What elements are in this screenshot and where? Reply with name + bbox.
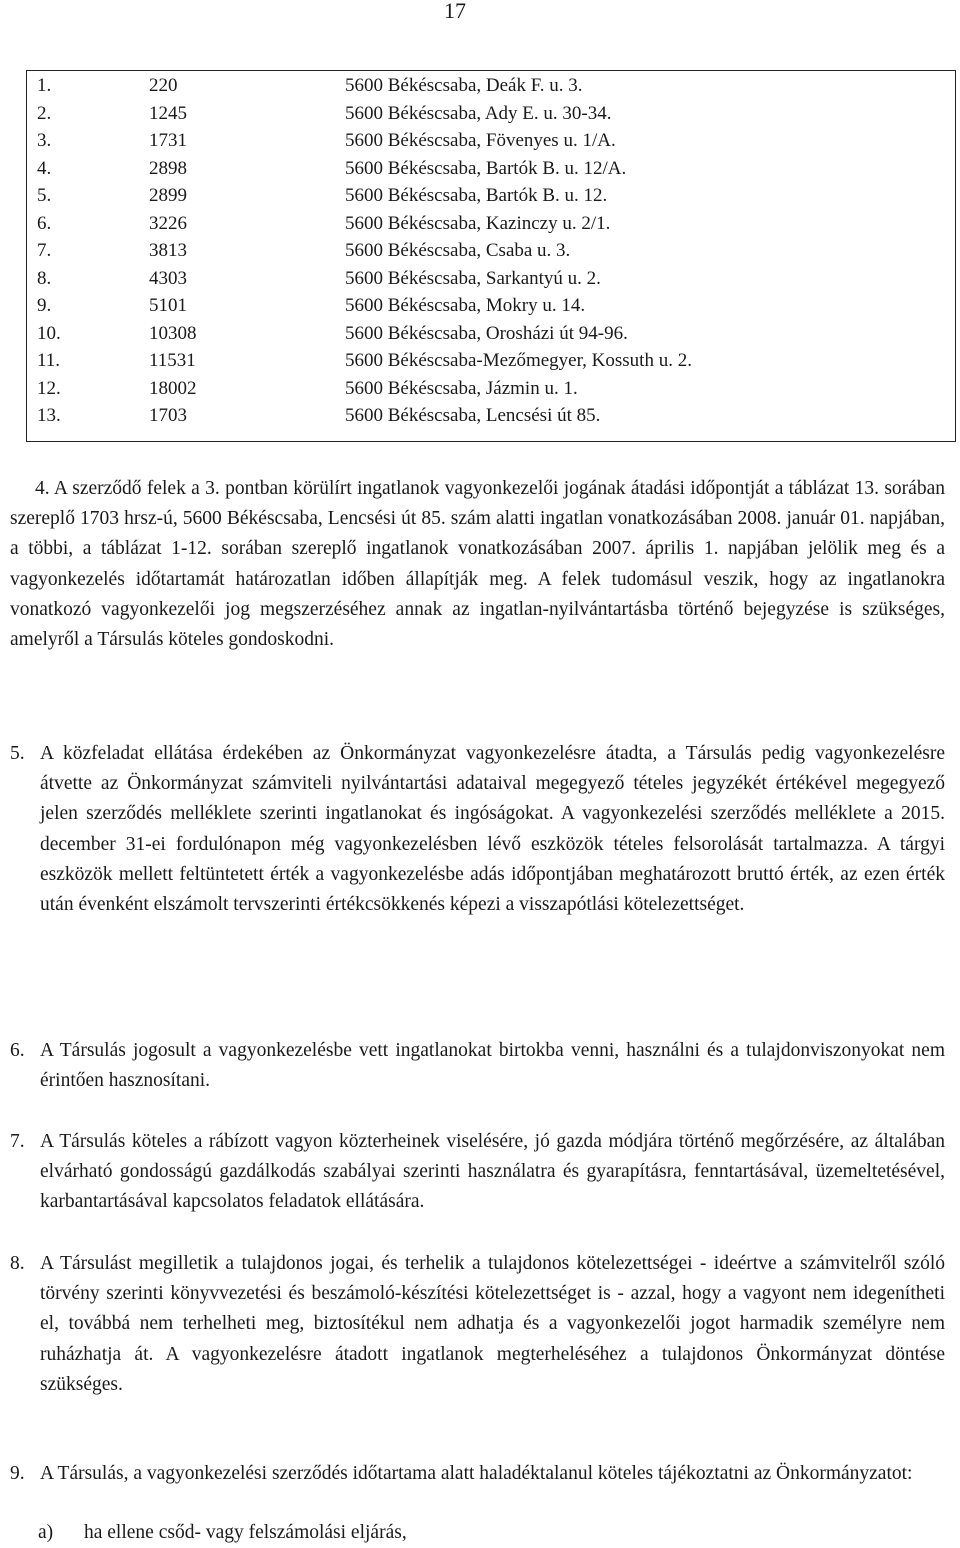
- table-row: [27, 128, 955, 154]
- property-table: [26, 70, 956, 442]
- section-7-text: A Társulás köteles a rábízott vagyon közterheinek viselésére, jó gazda módjára történő megőrzésére, az általában elvárható gondosságú gazdálkodás szabályai szerinti használatra és gyarapításra, fenntartásával, üzemeltetésével, karbantartásával kapcsolatos feladatok ellátására.: [40, 1131, 945, 1213]
- row-address: 5600 Békéscsaba-Mezőmegyer, Kossuth u. 2.: [345, 350, 692, 371]
- row-index: 8.: [37, 267, 52, 289]
- section-4-number: 4.: [35, 478, 50, 499]
- section-5-number: 5.: [10, 743, 25, 764]
- section-9-text: A Társulás, a vagyonkezelési szerződés időtartama alatt haladéktalanul köteles tájékoztatni az Önkormányzatot:: [40, 1463, 913, 1484]
- section-6: [10, 1036, 945, 1096]
- section-4-text: A szerződő felek a 3. pontban körülírt ingatlanok vagyonkezelői jogának átadási időpontját a táblázat 13. sorában szereplő 1703 hrsz-ú, 5600 Békéscsaba, Lencsési út 85. szám alatti ingatlan vonatkozásában 2008. január 01. napjában, a többi, a táblázat 1-12. sorában szereplő ingatlanok vonatkozásában 2007. április 1. napjában jelölik meg és a vagyonkezelés időtartamát határozatlan időben állapítják meg. A felek tudomásul veszik, hogy az ingatlanokra vonatkozó vagyonkezelői jog megszerzéséhez annak az ingatlan-nyilvántartásba történő bejegyzése is szükséges, amelyről a Társulás köteles gondoskodni.: [10, 478, 945, 651]
- table-row: [27, 403, 955, 429]
- section-7-number: 7.: [10, 1131, 25, 1152]
- row-index: 4.: [37, 157, 52, 179]
- table-row: [27, 238, 955, 264]
- section-9-number: 9.: [10, 1463, 25, 1484]
- table-row: [27, 156, 955, 182]
- section-6-text: A Társulás jogosult a vagyonkezelésbe vett ingatlanokat birtokba venni, használni és a tulajdonviszonyokat nem érintően hasznosítani.: [40, 1040, 945, 1092]
- row-address: 5600 Békéscsaba, Fövenyes u. 1/A.: [345, 130, 616, 151]
- table-row: [27, 321, 955, 347]
- table-row: [27, 101, 955, 127]
- section-5-text: A közfeladat ellátása érdekében az Önkormányzat vagyonkezelésre átadta, a Társulás pedig vagyonkezelésre átvette az Önkormányzat számviteli nyilvántartási adataival megegyező tételes jegyzékét értékével megegyező jelen szerződés melléklete szerinti ingatlanokat és ingóságokat. A vagyonkezelési szerződés melléklete a 2015. december 31-ei fordulónapon még vagyonkezelésben lévő eszközök tételes felsorolását tartalmazza. A tárgyi eszközök mellett feltüntetett érték a vagyonkezelésbe adás időpontjában meghatározott bruttó érték, az ezen érték után évenként elszámolt tervszerinti értékcsökkenés képezi a visszapótlási kötelezettséget.: [40, 743, 945, 916]
- row-hrsz: 220: [149, 75, 178, 96]
- row-address: 5600 Békéscsaba, Bartók B. u. 12/A.: [345, 157, 627, 179]
- section-4: [10, 474, 945, 655]
- row-address: 5600 Békéscsaba, Lencsési út 85.: [345, 405, 601, 426]
- row-address: 5600 Békéscsaba, Csaba u. 3.: [345, 240, 571, 261]
- row-address: 5600 Békéscsaba, Sarkantyú u. 2.: [345, 267, 601, 289]
- row-address: 5600 Békéscsaba, Bartók B. u. 12.: [345, 185, 608, 206]
- row-index: 10.: [37, 322, 61, 344]
- row-hrsz: 2899: [149, 185, 187, 206]
- row-hrsz: 3813: [149, 240, 187, 261]
- row-index: 2.: [37, 102, 52, 124]
- sub-item-text: ha ellene csőd- vagy felszámolási eljárás,: [84, 1522, 407, 1543]
- section-8-number: 8.: [10, 1253, 25, 1274]
- row-address: 5600 Békéscsaba, Ady E. u. 30-34.: [345, 102, 612, 124]
- row-index: 12.: [37, 377, 61, 399]
- page-number: 17: [444, 0, 466, 23]
- section-8: [10, 1249, 945, 1400]
- table-row: [27, 376, 955, 402]
- row-address: 5600 Békéscsaba, Mokry u. 14.: [345, 295, 586, 316]
- sub-item-label: a): [38, 1522, 54, 1543]
- row-hrsz: 5101: [149, 295, 187, 316]
- table-row: [27, 293, 955, 319]
- row-address: 5600 Békéscsaba, Jázmin u. 1.: [345, 377, 578, 399]
- row-index: 1.: [37, 75, 52, 96]
- table-row: [27, 211, 955, 237]
- row-hrsz: 1245: [149, 102, 187, 124]
- section-6-number: 6.: [10, 1040, 25, 1061]
- row-hrsz: 1731: [149, 130, 187, 151]
- section-9: [10, 1459, 945, 1489]
- row-index: 11.: [37, 350, 61, 371]
- row-index: 3.: [37, 130, 52, 151]
- row-address: 5600 Békéscsaba, Deák F. u. 3.: [345, 75, 583, 96]
- table-row: [27, 348, 955, 374]
- row-hrsz: 2898: [149, 157, 187, 179]
- row-hrsz: 3226: [149, 212, 187, 234]
- table-row: [27, 73, 955, 99]
- row-index: 5.: [37, 185, 52, 206]
- row-index: 7.: [37, 240, 52, 261]
- row-hrsz: 4303: [149, 267, 187, 289]
- row-hrsz: 18002: [149, 377, 197, 399]
- row-hrsz: 1703: [149, 405, 187, 426]
- row-hrsz: 10308: [149, 322, 197, 344]
- section-8-text: A Társulást megilletik a tulajdonos jogai, és terhelik a tulajdonos kötelezettségei - ideértve a számvitelről szóló törvény szerinti könyvvezetési és beszámoló-készítési kötelezettséget is - azzal, hogy a vagyont nem idegenítheti el, továbbá nem terhelheti meg, biztosítékul nem adhatja és a vagyonkezelői jogot harmadik személyre nem ruházhatja át. A vagyonkezelésre átadott ingatlanok megterheléséhez a tulajdonos Önkormányzat döntése szükséges.: [40, 1253, 945, 1395]
- row-index: 6.: [37, 212, 52, 234]
- table-row: [27, 183, 955, 209]
- section-5: [10, 739, 945, 920]
- row-index: 13.: [37, 405, 61, 426]
- row-hrsz: 11531: [149, 350, 196, 371]
- section-9-sub-item-a: [38, 1518, 407, 1548]
- row-index: 9.: [37, 295, 52, 316]
- row-address: 5600 Békéscsaba, Kazinczy u. 2/1.: [345, 212, 611, 234]
- section-7: [10, 1127, 945, 1218]
- table-row: [27, 266, 955, 292]
- row-address: 5600 Békéscsaba, Orosházi út 94-96.: [345, 322, 628, 344]
